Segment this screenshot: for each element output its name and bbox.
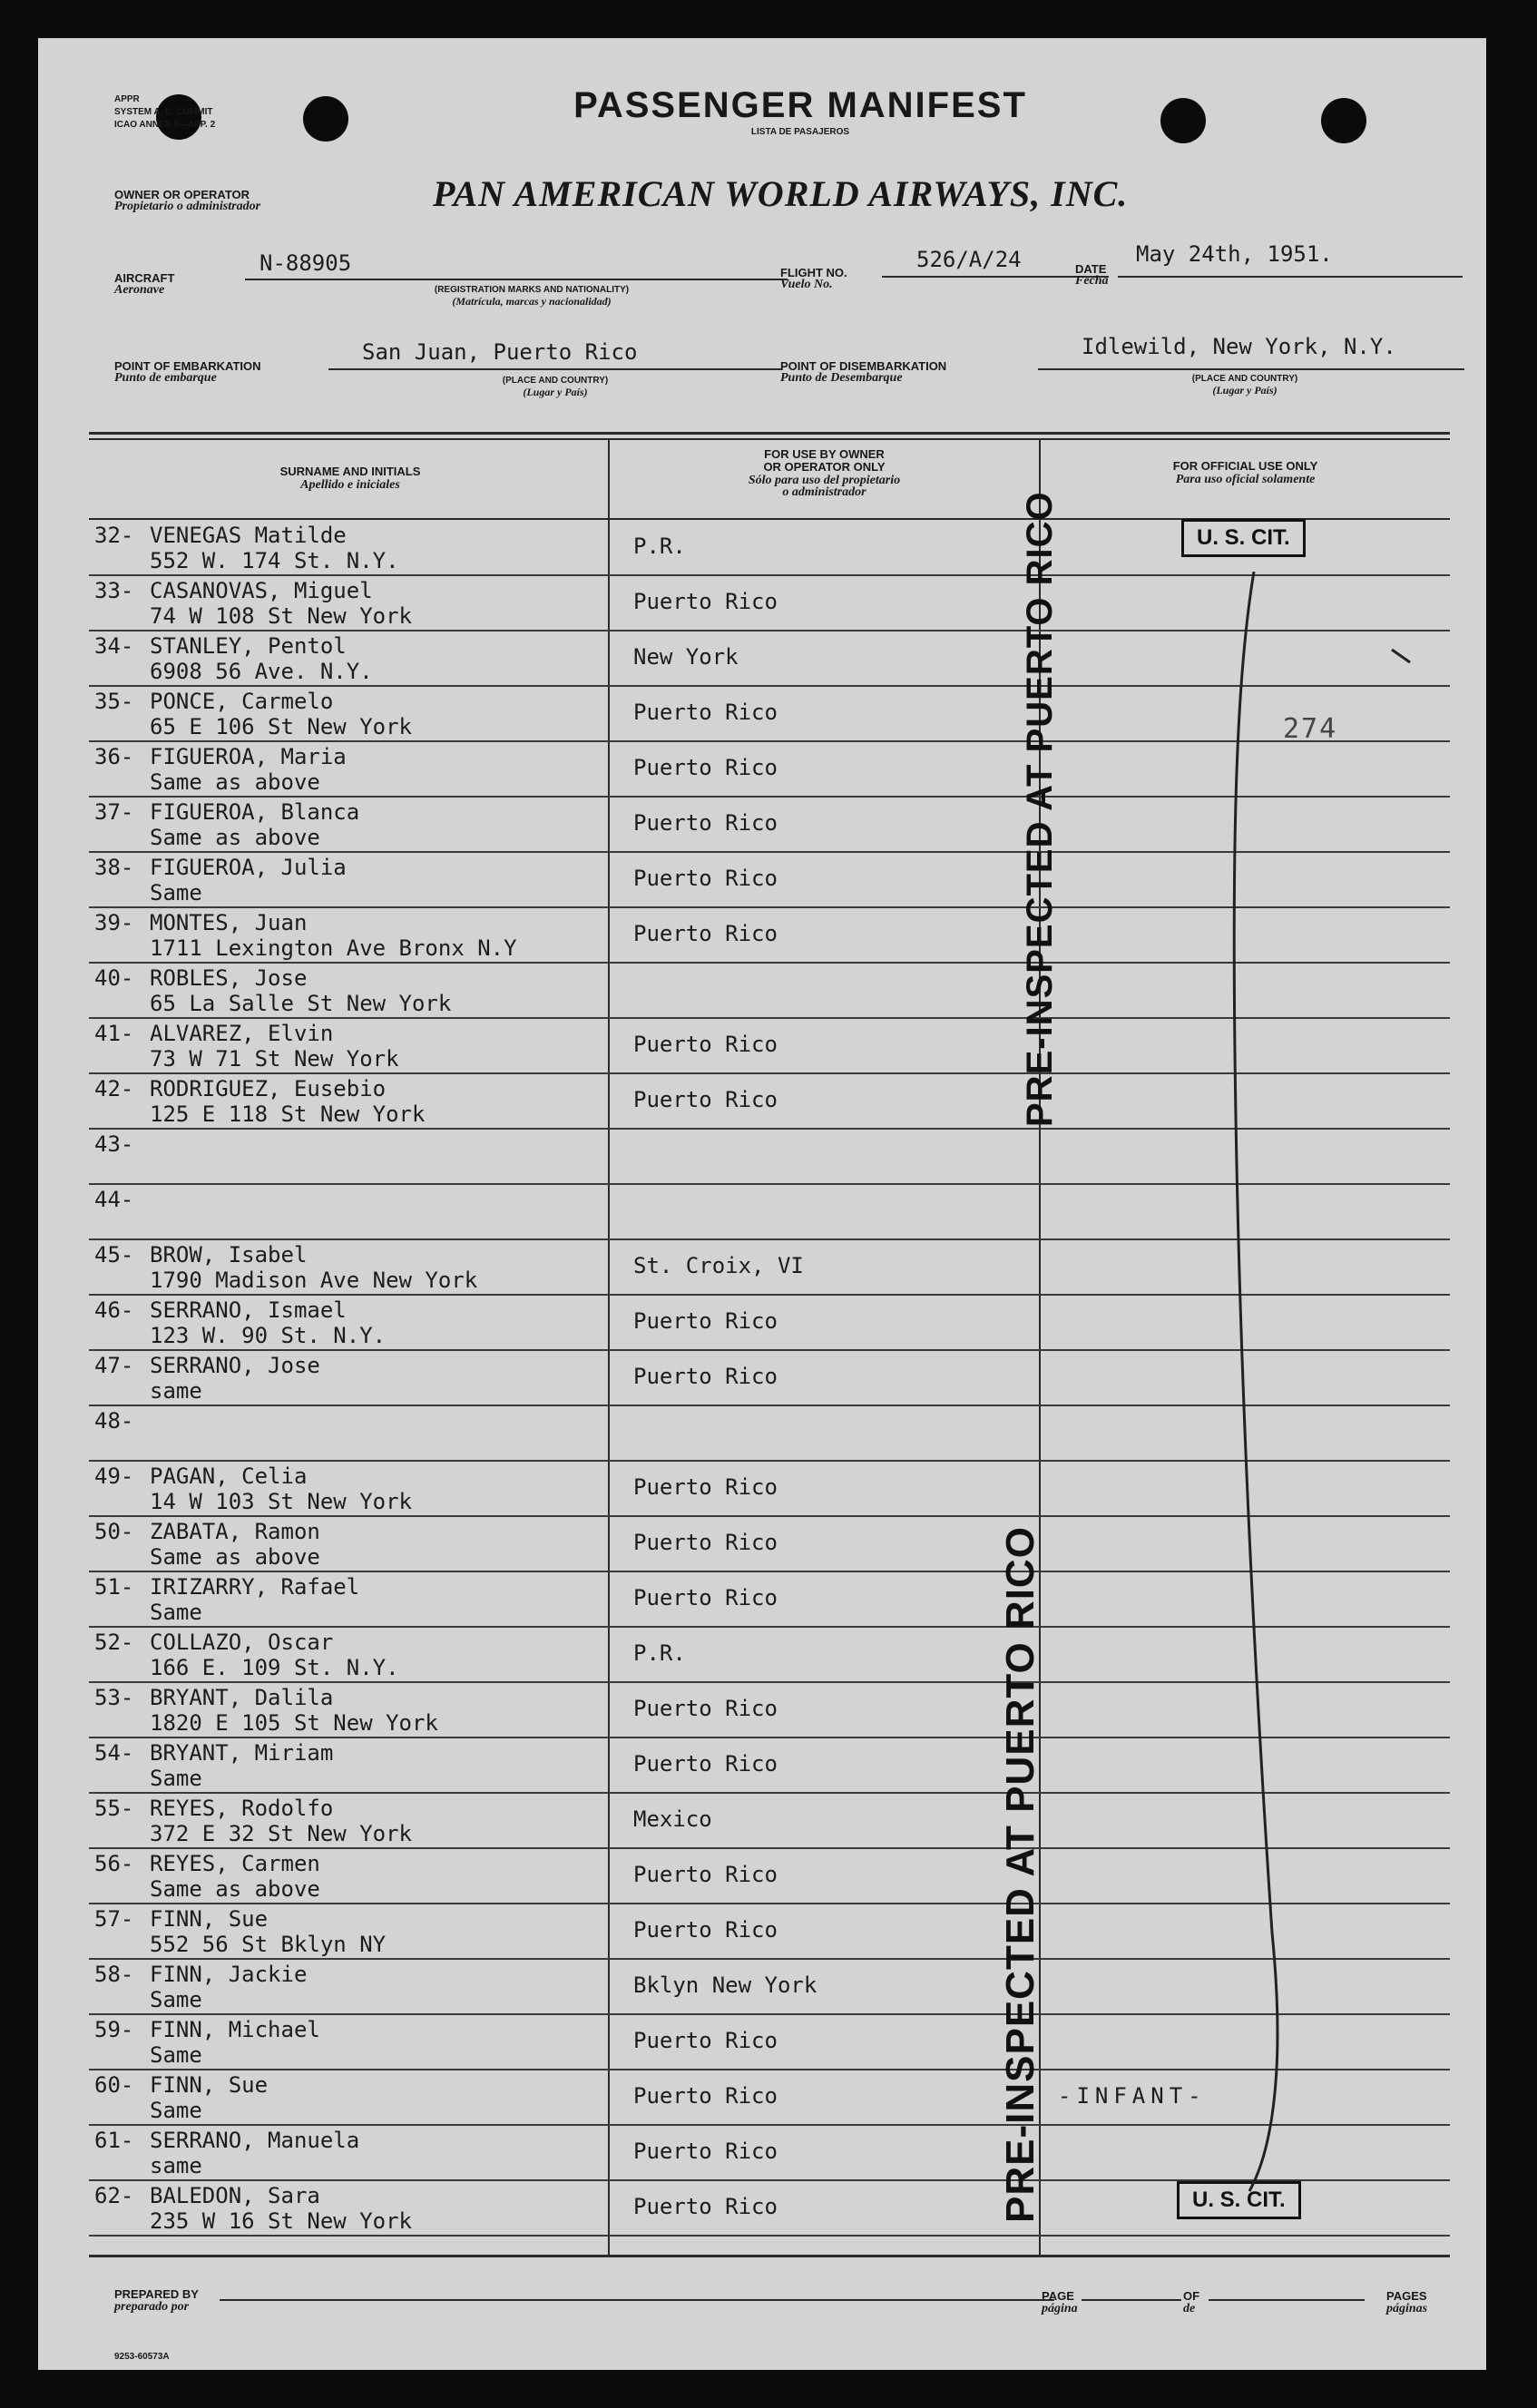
passenger-address: 6908 56 Ave. N.Y. <box>150 659 373 684</box>
prepared-by-label-es: preparado por <box>114 2300 190 2314</box>
row-rule <box>89 2235 1450 2237</box>
passenger-destination: Puerto Rico <box>633 921 778 946</box>
passenger-number: 60- <box>94 2072 134 2098</box>
page-title: PASSENGER MANIFEST <box>573 85 1027 125</box>
punch-hole <box>1160 98 1206 143</box>
passenger-destination: Puerto Rico <box>633 1696 778 1721</box>
manifest-sheet <box>38 38 1486 2370</box>
passenger-name: VENEGAS Matilde <box>150 523 347 548</box>
passenger-number: 45- <box>94 1242 134 1268</box>
aircraft-rule <box>245 279 788 280</box>
column-header-official-es: Para uso oficial solamente <box>1175 473 1316 486</box>
passenger-number: 39- <box>94 910 134 935</box>
registration-note-es: (Matrícula, marcas y nacionalidad) <box>452 295 612 308</box>
date-label-es: Fecha <box>1075 274 1109 288</box>
passenger-number: 58- <box>94 1962 134 1987</box>
passenger-number: 46- <box>94 1297 134 1323</box>
place-note-es: (Lugar y País) <box>1212 384 1278 396</box>
prepared-by-label: PREPARED BY <box>114 2287 199 2301</box>
official-note: -INFANT- <box>1058 2083 1207 2109</box>
passenger-destination: Puerto Rico <box>633 810 778 836</box>
passenger-address: 73 W 71 St New York <box>150 1046 399 1072</box>
passenger-name: BALEDON, Sara <box>150 2183 320 2208</box>
form-code-line: APPR <box>114 94 140 104</box>
column-header-owner: FOR USE BY OWNER <box>764 447 885 461</box>
table-bottom-rule <box>89 2255 1450 2257</box>
place-note: (PLACE AND COUNTRY) <box>502 376 609 386</box>
passenger-address: 1820 E 105 St New York <box>150 1710 438 1736</box>
passenger-address: 125 E 118 St New York <box>150 1101 426 1127</box>
passenger-name: CASANOVAS, Miguel <box>150 578 373 603</box>
passenger-destination: Puerto Rico <box>633 1474 778 1500</box>
passenger-destination: Puerto Rico <box>633 1751 778 1777</box>
column-header-owner: OR OPERATOR ONLY <box>763 460 886 474</box>
passenger-number: 51- <box>94 1574 134 1600</box>
date-rule <box>1118 276 1463 278</box>
disembarkation-label-es: Punto de Desembarque <box>780 371 903 385</box>
pen-mark <box>1388 644 1415 671</box>
passenger-name: PAGAN, Celia <box>150 1463 308 1489</box>
punch-hole <box>1321 98 1366 143</box>
passenger-name: FIGUEROA, Maria <box>150 744 347 769</box>
us-citizen-stamp: U. S. CIT. <box>1181 519 1306 557</box>
place-note-es: (Lugar y País) <box>523 386 588 398</box>
passenger-number: 55- <box>94 1796 134 1821</box>
form-number: 9253-60573A <box>114 2352 170 2362</box>
passenger-address: 235 W 16 St New York <box>150 2208 412 2234</box>
passenger-number: 61- <box>94 2128 134 2153</box>
airline-name: PAN AMERICAN WORLD AIRWAYS, INC. <box>433 173 1129 214</box>
passenger-number: 38- <box>94 855 134 880</box>
disembarkation-point: Idlewild, New York, N.Y. <box>1082 334 1396 359</box>
passenger-number: 36- <box>94 744 134 769</box>
us-citizen-stamp: U. S. CIT. <box>1177 2181 1301 2219</box>
passenger-address: 372 E 32 St New York <box>150 1821 412 1846</box>
flight-date: May 24th, 1951. <box>1136 241 1333 267</box>
passenger-address: 14 W 103 St New York <box>150 1489 412 1514</box>
passenger-name: COLLAZO, Oscar <box>150 1630 334 1655</box>
passenger-destination: Puerto Rico <box>633 1585 778 1610</box>
of-label: OF <box>1183 2289 1200 2303</box>
passenger-destination: Mexico <box>633 1806 712 1832</box>
passenger-number: 52- <box>94 1630 134 1655</box>
passenger-number: 56- <box>94 1851 134 1876</box>
passenger-destination: Puerto Rico <box>633 1917 778 1943</box>
passenger-address: 1790 Madison Ave New York <box>150 1268 478 1293</box>
pages-label-es: páginas <box>1386 2302 1428 2315</box>
passenger-address: same <box>150 1378 202 1404</box>
passenger-destination: P.R. <box>633 1640 686 1666</box>
page-label: PAGE <box>1042 2289 1074 2303</box>
passenger-destination: Puerto Rico <box>633 2194 778 2219</box>
passenger-destination: Puerto Rico <box>633 1087 778 1112</box>
passenger-number: 41- <box>94 1021 134 1046</box>
pages-label: PAGES <box>1386 2289 1427 2303</box>
passenger-destination: P.R. <box>633 533 686 559</box>
passenger-destination: New York <box>633 644 739 670</box>
passenger-name: REYES, Carmen <box>150 1851 320 1876</box>
passenger-name: FIGUEROA, Julia <box>150 855 347 880</box>
passenger-number: 47- <box>94 1353 134 1378</box>
passenger-address: 166 E. 109 St. N.Y. <box>150 1655 399 1680</box>
bracket-line <box>1199 572 1308 2196</box>
passenger-name: FINN, Sue <box>150 2072 269 2098</box>
passenger-number: 33- <box>94 578 134 603</box>
owner-label-es: Propietario o administrador <box>114 200 261 213</box>
date-label: DATE <box>1075 262 1107 276</box>
passenger-address: 552 W. 174 St. N.Y. <box>150 548 399 573</box>
passenger-address: 65 La Salle St New York <box>150 991 452 1016</box>
passenger-number: 49- <box>94 1463 134 1489</box>
flight-label-es: Vuelo No. <box>780 278 833 291</box>
passenger-address: Same as above <box>150 1544 320 1570</box>
passenger-name: STANLEY, Pentol <box>150 633 347 659</box>
passenger-address: Same <box>150 1987 202 2012</box>
passenger-number: 57- <box>94 1906 134 1932</box>
flight-label: FLIGHT NO. <box>780 266 847 279</box>
passenger-destination: Puerto Rico <box>633 2083 778 2109</box>
passenger-name: FINN, Michael <box>150 2017 320 2042</box>
passenger-number: 53- <box>94 1685 134 1710</box>
passenger-destination: Puerto Rico <box>633 755 778 780</box>
flight-number: 526/A/24 <box>916 247 1022 272</box>
passenger-name: IRIZARRY, Rafael <box>150 1574 360 1600</box>
passenger-address: Same <box>150 2042 202 2068</box>
passenger-address: Same <box>150 1766 202 1791</box>
passenger-number: 37- <box>94 799 134 825</box>
count-mark: 274 <box>1283 713 1338 745</box>
passenger-name: ALVAREZ, Elvin <box>150 1021 334 1046</box>
passenger-destination: Puerto Rico <box>633 700 778 725</box>
passenger-name: FIGUEROA, Blanca <box>150 799 360 825</box>
passenger-address: 552 56 St Bklyn NY <box>150 1932 387 1957</box>
disembarkation-rule <box>1038 368 1464 370</box>
passenger-name: FINN, Jackie <box>150 1962 308 1987</box>
column-header-surname: SURNAME AND INITIALS <box>279 465 421 478</box>
passenger-destination: Puerto Rico <box>633 1530 778 1555</box>
passenger-address: Same as above <box>150 825 320 850</box>
passenger-name: SERRANO, Ismael <box>150 1297 347 1323</box>
passenger-destination: Puerto Rico <box>633 1032 778 1057</box>
embarkation-point: San Juan, Puerto Rico <box>362 339 638 365</box>
passenger-name: MONTES, Juan <box>150 910 308 935</box>
passenger-destination: Puerto Rico <box>633 589 778 614</box>
prepared-rule <box>220 2299 1054 2301</box>
passenger-name: BRYANT, Miriam <box>150 1740 334 1766</box>
passenger-number: 44- <box>94 1187 134 1212</box>
passenger-address: 74 W 108 St New York <box>150 603 412 629</box>
passenger-name: BRYANT, Dalila <box>150 1685 334 1710</box>
column-header-owner-es: o administrador <box>782 485 866 499</box>
passenger-number: 62- <box>94 2183 134 2208</box>
passenger-address: Same <box>150 880 202 905</box>
column-header-owner-es: Sólo para uso del propietario <box>748 474 901 487</box>
passenger-destination: Puerto Rico <box>633 1862 778 1887</box>
page-rule <box>1082 2299 1181 2301</box>
passenger-destination: Puerto Rico <box>633 1308 778 1334</box>
passenger-name: REYES, Rodolfo <box>150 1796 334 1821</box>
passenger-number: 54- <box>94 1740 134 1766</box>
aircraft-label: AIRCRAFT <box>114 271 175 285</box>
embarkation-label-es: Punto de embarque <box>114 371 217 385</box>
passenger-address: 123 W. 90 St. N.Y. <box>150 1323 387 1348</box>
embarkation-rule <box>328 368 782 370</box>
passenger-address: Same <box>150 1600 202 1625</box>
preinspected-stamp: PRE-INSPECTED AT PUERTO RICO <box>998 1526 1043 2223</box>
passenger-destination: Puerto Rico <box>633 866 778 891</box>
table-top-rule <box>89 432 1450 435</box>
page-subtitle: LISTA DE PASAJEROS <box>750 127 850 137</box>
passenger-number: 35- <box>94 689 134 714</box>
of-label-es: de <box>1183 2302 1196 2315</box>
passenger-name: SERRANO, Manuela <box>150 2128 360 2153</box>
passenger-name: BROW, Isabel <box>150 1242 308 1268</box>
passenger-name: ROBLES, Jose <box>150 965 308 991</box>
passenger-number: 59- <box>94 2017 134 2042</box>
column-header-surname-es: Apellido e iniciales <box>300 478 400 492</box>
passenger-name: PONCE, Carmelo <box>150 689 334 714</box>
aircraft-registration: N-88905 <box>259 250 352 276</box>
column-header-official: FOR OFFICIAL USE ONLY <box>1172 459 1318 473</box>
passenger-address: Same as above <box>150 1876 320 1902</box>
form-code-line: ICAO ANNEX 9—APP. 2 <box>114 120 216 130</box>
passenger-address: Same as above <box>150 769 320 795</box>
passenger-destination: Puerto Rico <box>633 2028 778 2053</box>
passenger-number: 50- <box>94 1519 134 1544</box>
passenger-name: FINN, Sue <box>150 1906 269 1932</box>
place-note: (PLACE AND COUNTRY) <box>1191 374 1298 384</box>
passenger-number: 43- <box>94 1131 134 1157</box>
passenger-name: RODRIGUEZ, Eusebio <box>150 1076 387 1101</box>
preinspected-stamp: PRE-INSPECTED AT PUERTO RICO <box>1020 491 1060 1127</box>
passenger-address: 1711 Lexington Ave Bronx N.Y <box>150 935 517 961</box>
embarkation-label: POINT OF EMBARKATION <box>114 359 261 373</box>
passenger-address: 65 E 106 St New York <box>150 714 412 739</box>
passenger-address: Same <box>150 2098 202 2123</box>
passenger-number: 40- <box>94 965 134 991</box>
passenger-name: SERRANO, Jose <box>150 1353 320 1378</box>
passenger-address: same <box>150 2153 202 2178</box>
passenger-destination: St. Croix, VI <box>633 1253 804 1278</box>
aircraft-label-es: Aeronave <box>114 283 165 297</box>
disembarkation-label: POINT OF DISEMBARKATION <box>780 359 947 373</box>
passenger-number: 48- <box>94 1408 134 1434</box>
passenger-destination: Puerto Rico <box>633 1364 778 1389</box>
passenger-name: ZABATA, Ramon <box>150 1519 320 1544</box>
passenger-destination: Puerto Rico <box>633 2139 778 2164</box>
passenger-destination: Bklyn New York <box>633 1972 817 1998</box>
page-label-es: página <box>1042 2302 1078 2315</box>
passenger-number: 34- <box>94 633 134 659</box>
passenger-number: 42- <box>94 1076 134 1101</box>
form-code-line: SYSTEM A. L. COMMIT <box>114 107 213 117</box>
of-rule <box>1209 2299 1365 2301</box>
registration-note: (REGISTRATION MARKS AND NATIONALITY) <box>434 285 630 295</box>
passenger-number: 32- <box>94 523 134 548</box>
punch-hole <box>303 96 348 142</box>
owner-label: OWNER OR OPERATOR <box>114 188 250 201</box>
table-top-rule <box>89 438 1450 440</box>
